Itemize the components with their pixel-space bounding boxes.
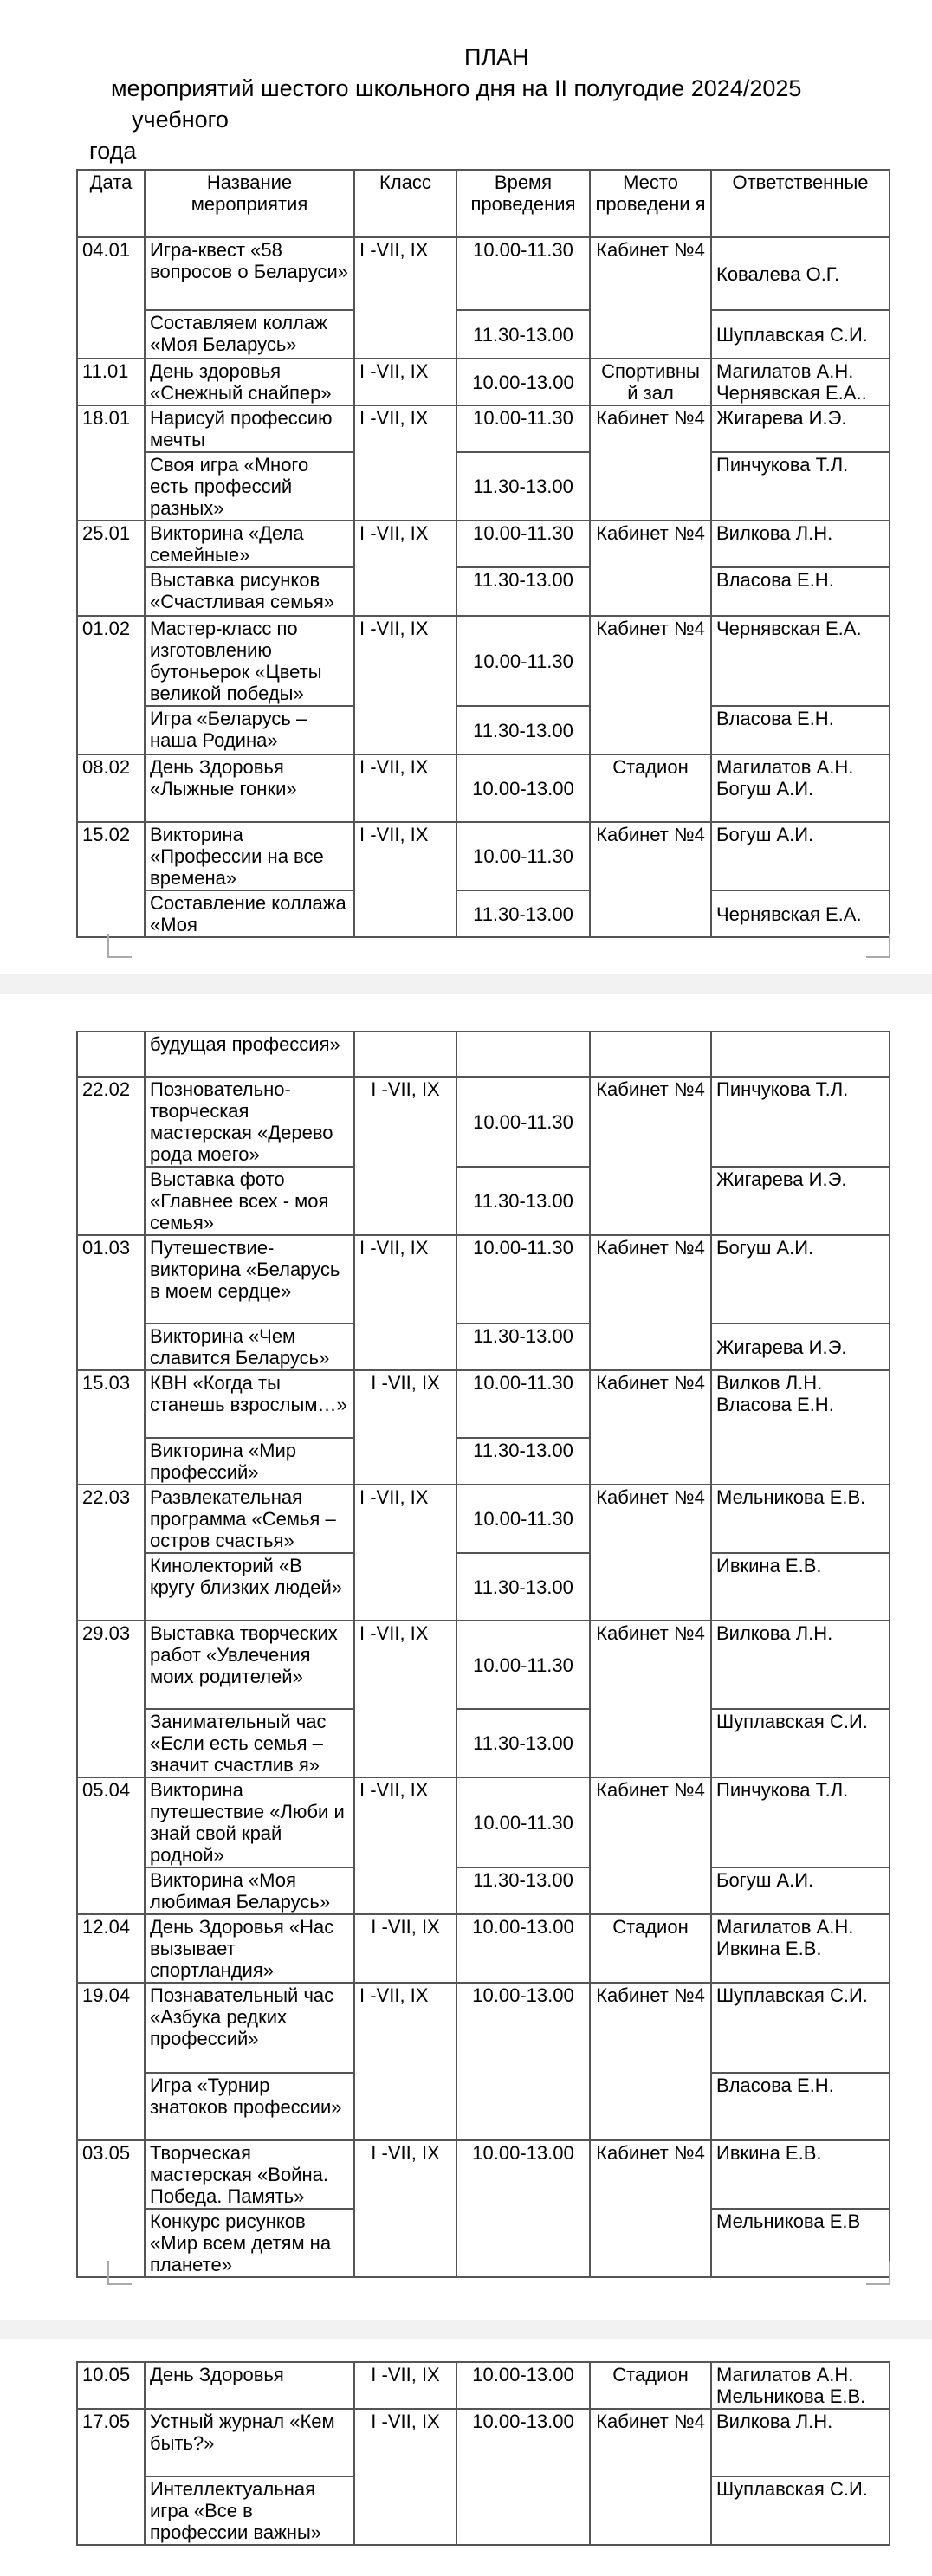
responsible-cell: Ковалева О.Г. (711, 237, 890, 310)
event-name-cell: Мастер-класс по изготовлению бутоньерок «Цветы великой победы» (145, 616, 354, 706)
place-cell: Кабинет №4 (590, 1077, 711, 1235)
table-row (77, 452, 890, 521)
grade-cell: I -VII, IX (354, 405, 456, 521)
responsible-cell: Жигарева И.Э. (711, 1324, 890, 1370)
grade-cell: I -VII, IX (354, 754, 456, 822)
responsible-cell: Шуплавская С.И. (711, 2476, 890, 2545)
responsible-cell: Магилатов А.Н. Мельникова Е.В. (711, 2362, 890, 2409)
time-cell: 10.00-11.30 (456, 405, 590, 452)
grade-cell: I -VII, IX (354, 1983, 456, 2140)
time-cell: 11.30-13.00 (456, 1867, 590, 1914)
table-row (77, 1032, 890, 1077)
event-name-cell: Выставка фото «Главнее всех - моя семья» (145, 1167, 354, 1235)
event-name-cell: Интеллектуальная игра «Все в профессии важны» (145, 2476, 354, 2545)
time-cell: 10.00-13.00 (456, 359, 590, 405)
table-row (77, 1324, 890, 1370)
responsible-cell: Магилатов А.Н. Богуш А.И. (711, 754, 890, 822)
table-row (77, 1485, 890, 1553)
table-row (77, 1621, 890, 1709)
place-cell: Кабинет №4 (590, 2409, 711, 2545)
time-cell: 10.00-11.30 (456, 822, 590, 890)
event-name-cell: Игра «Беларусь – наша Родина» (145, 706, 354, 754)
time-cell: 10.00-11.30 (456, 1621, 590, 1709)
event-name-cell: Викторина «Профессии на все времена» (145, 822, 354, 890)
page-corner-mark (866, 2261, 890, 2285)
responsible-cell: Вилкова Л.Н. (711, 521, 890, 567)
table-row (77, 1235, 890, 1324)
table-row (77, 310, 890, 359)
date-cell: 01.03 (77, 1235, 145, 1370)
table-row (77, 1370, 890, 1438)
place-cell: Кабинет №4 (590, 2140, 711, 2277)
responsible-cell: Вилков Л.Н. Власова Е.Н. (711, 1370, 890, 1485)
responsible-cell: Пинчукова Т.Л. (711, 452, 890, 521)
event-name-cell: Нарисуй профессию мечты (145, 405, 354, 452)
grade-cell: I -VII, IX (354, 1077, 456, 1235)
event-name-cell: День Здоровья (145, 2362, 354, 2409)
date-cell: 18.01 (77, 405, 145, 521)
time-cell: 10.00-11.30 (456, 1077, 590, 1167)
responsible-cell: Ивкина Е.В. (711, 1553, 890, 1621)
event-name-cell: Игра-квест «58 вопросов о Беларуси» (145, 237, 354, 310)
grade-cell (354, 1032, 456, 1077)
event-name-cell: Позновательно-творческая мастерская «Дерево рода моего» (145, 1077, 354, 1167)
event-name-cell: Творческая мастерская «Война. Победа. Память» (145, 2140, 354, 2209)
event-name-cell: День Здоровья «Лыжные гонки» (145, 754, 354, 822)
table-row (77, 2140, 890, 2209)
place-cell: Кабинет №4 (590, 822, 711, 937)
date-cell: 19.04 (77, 1983, 145, 2140)
place-cell: Кабинет №4 (590, 237, 711, 359)
responsible-cell: Вилкова Л.Н. (711, 1621, 890, 1709)
event-name-cell: Развлекательная программа «Семья – остров счастья» (145, 1485, 354, 1553)
responsible-cell: Власова Е.Н. (711, 2073, 890, 2140)
event-name-cell: Составление коллажа «Моя (145, 890, 354, 937)
time-cell: 10.00-11.30 (456, 1485, 590, 1553)
time-cell: 11.30-13.00 (456, 1438, 590, 1485)
responsible-cell: Жигарева И.Э. (711, 1167, 890, 1235)
table-row (77, 2409, 890, 2476)
time-cell: 11.30-13.00 (456, 1553, 590, 1621)
document-subtitle-line1: мероприятий шестого школьного дня на II полугодие 2024/2025 (111, 75, 802, 101)
date-cell: 04.01 (77, 237, 145, 359)
plan-table-continued-2 (76, 2361, 890, 2546)
event-name-cell: Своя игра «Много есть профессий разных» (145, 452, 354, 521)
grade-cell: I -VII, IX (354, 1235, 456, 1370)
event-name-cell: Занимательный час «Если есть семья – значит счастлив я» (145, 1709, 354, 1777)
time-cell: 10.00-11.30 (456, 237, 590, 310)
grade-cell: I -VII, IX (354, 2362, 456, 2409)
event-name-cell: Викторина путешествие «Люби и знай свой край родной» (145, 1777, 354, 1867)
responsible-cell: Жигарева И.Э. (711, 405, 890, 452)
table-row (77, 567, 890, 616)
date-cell: 11.01 (77, 359, 145, 405)
grade-cell: I -VII, IX (354, 359, 456, 405)
time-cell: 10.00-11.30 (456, 1777, 590, 1867)
grade-cell: I -VII, IX (354, 237, 456, 359)
time-cell: 10.00-13.00 (456, 1983, 590, 2140)
responsible-cell: Шуплавская С.И. (711, 1983, 890, 2073)
responsible-cell: Богуш А.И. (711, 822, 890, 890)
time-cell (456, 1032, 590, 1077)
place-cell: Кабинет №4 (590, 1983, 711, 2140)
table-row (77, 822, 890, 890)
event-name-cell: будущая профессия» (145, 1032, 354, 1077)
time-cell: 10.00-13.00 (456, 1914, 590, 1983)
table-row (77, 2362, 890, 2409)
date-cell (77, 1032, 145, 1077)
time-cell: 11.30-13.00 (456, 890, 590, 937)
responsible-cell: Магилатов А.Н. Ивкина Е.В. (711, 1914, 890, 1983)
grade-cell: I -VII, IX (354, 1914, 456, 1983)
responsible-cell: Чернявская Е.А. (711, 616, 890, 706)
plan-table-continued (76, 1031, 890, 2278)
responsible-cell: Чернявская Е.А. (711, 890, 890, 937)
responsible-cell: Вилкова Л.Н. (711, 2409, 890, 2476)
date-cell: 01.02 (77, 616, 145, 754)
responsible-cell: Магилатов А.Н. Чернявская Е.А.. (711, 359, 890, 405)
date-cell: 10.05 (77, 2362, 145, 2409)
time-cell: 11.30-13.00 (456, 1167, 590, 1235)
table-row (77, 405, 890, 452)
event-name-cell: Игра «Турнир знатоков профессии» (145, 2073, 354, 2140)
event-name-cell: Конкурс рисунков «Мир всем детям на планете» (145, 2209, 354, 2277)
table-header-row (77, 170, 890, 237)
date-cell: 15.03 (77, 1370, 145, 1485)
event-name-cell: Путешествие-викторина «Беларусь в моем сердце» (145, 1235, 354, 1324)
place-cell: Стадион (590, 754, 711, 822)
column-header-time: Время проведения (456, 170, 590, 237)
event-name-cell: Составляем коллаж «Моя Беларусь» (145, 310, 354, 359)
table-row (77, 1553, 890, 1621)
column-header-place: Место проведени я (590, 170, 711, 237)
event-name-cell: КВН «Когда ты станешь взрослым…» (145, 1370, 354, 1438)
table-row (77, 1983, 890, 2073)
column-header-date: Дата (77, 170, 145, 237)
table-row (77, 237, 890, 310)
event-name-cell: Викторина «Чем славится Беларусь» (145, 1324, 354, 1370)
time-cell: 10.00-11.30 (456, 1235, 590, 1324)
table-row (77, 1709, 890, 1777)
column-header-grade: Класс (354, 170, 456, 237)
event-name-cell: Выставка рисунков «Счастливая семья» (145, 567, 354, 616)
event-name-cell: Викторина «Моя любимая Беларусь» (145, 1867, 354, 1914)
place-cell: Кабинет №4 (590, 1777, 711, 1914)
responsible-cell: Власова Е.Н. (711, 706, 890, 754)
place-cell: Кабинет №4 (590, 1485, 711, 1621)
responsible-cell: Шуплавская С.И. (711, 310, 890, 359)
page-1 (0, 0, 932, 974)
date-cell: 17.05 (77, 2409, 145, 2545)
grade-cell: I -VII, IX (354, 1485, 456, 1621)
column-header-responsible: Ответственные (711, 170, 890, 237)
plan-table (76, 169, 890, 938)
responsible-cell: Ивкина Е.В. (711, 2140, 890, 2209)
responsible-cell: Пинчукова Т.Л. (711, 1777, 890, 1867)
event-name-cell: День здоровья «Снежный снайпер» (145, 359, 354, 405)
place-cell (590, 1032, 711, 1077)
table-row (77, 1777, 890, 1867)
event-name-cell: Устный журнал «Кем быть?» (145, 2409, 354, 2476)
time-cell: 10.00-13.00 (456, 2409, 590, 2545)
date-cell: 12.04 (77, 1914, 145, 1983)
date-cell: 22.02 (77, 1077, 145, 1235)
responsible-cell: Богуш А.И. (711, 1867, 890, 1914)
table-row (77, 1167, 890, 1235)
event-name-cell: Викторина «Мир профессий» (145, 1438, 354, 1485)
responsible-cell: Власова Е.Н. (711, 567, 890, 616)
grade-cell: I -VII, IX (354, 822, 456, 937)
table-row (77, 754, 890, 822)
time-cell: 11.30-13.00 (456, 706, 590, 754)
time-cell: 11.30-13.00 (456, 567, 590, 616)
grade-cell: I -VII, IX (354, 1777, 456, 1914)
page-corner-mark (107, 2261, 132, 2285)
place-cell: Кабинет №4 (590, 405, 711, 521)
table-row (77, 1077, 890, 1167)
time-cell: 11.30-13.00 (456, 1709, 590, 1777)
table-row (77, 1867, 890, 1914)
page-corner-mark (107, 934, 132, 958)
column-header-name: Название мероприятия (145, 170, 354, 237)
time-cell: 10.00-11.30 (456, 616, 590, 706)
date-cell: 29.03 (77, 1621, 145, 1777)
document-subtitle-line3: года (89, 138, 137, 164)
table-row (77, 890, 890, 937)
document-subtitle-line2: учебного (132, 107, 229, 133)
grade-cell: I -VII, IX (354, 1370, 456, 1485)
time-cell: 11.30-13.00 (456, 1324, 590, 1370)
time-cell: 10.00-11.30 (456, 521, 590, 567)
place-cell: Кабинет №4 (590, 616, 711, 754)
grade-cell: I -VII, IX (354, 616, 456, 754)
date-cell: 03.05 (77, 2140, 145, 2277)
place-cell: Кабинет №4 (590, 1370, 711, 1485)
event-name-cell: Познавательный час «Азбука редких профессий» (145, 1983, 354, 2073)
page-corner-mark (866, 934, 890, 958)
page-2 (0, 994, 932, 2320)
time-cell: 10.00-13.00 (456, 2140, 590, 2277)
responsible-cell: Мельникова Е.В (711, 2209, 890, 2277)
event-name-cell: Викторина «Дела семейные» (145, 521, 354, 567)
date-cell: 25.01 (77, 521, 145, 616)
date-cell: 22.03 (77, 1485, 145, 1621)
date-cell: 15.02 (77, 822, 145, 937)
place-cell: Кабинет №4 (590, 521, 711, 616)
place-cell: Спортивны й зал (590, 359, 711, 405)
grade-cell: I -VII, IX (354, 521, 456, 616)
time-cell: 11.30-13.00 (456, 452, 590, 521)
responsible-cell: Богуш А.И. (711, 1235, 890, 1324)
table-row (77, 359, 890, 405)
table-row (77, 1914, 890, 1983)
responsible-cell: Мельникова Е.В. (711, 1485, 890, 1553)
responsible-cell: Пинчукова Т.Л. (711, 1077, 890, 1167)
time-cell: 10.00-13.00 (456, 754, 590, 822)
event-name-cell: День Здоровья «Нас вызывает спортландия» (145, 1914, 354, 1983)
grade-cell: I -VII, IX (354, 2409, 456, 2545)
responsible-cell (711, 1032, 890, 1077)
document-title: ПЛАН (464, 44, 529, 70)
event-name-cell: Выставка творческих работ «Увлечения моих родителей» (145, 1621, 354, 1709)
page-3 (0, 2339, 932, 2576)
place-cell: Стадион (590, 1914, 711, 1983)
grade-cell: I -VII, IX (354, 2140, 456, 2277)
time-cell: 10.00-11.30 (456, 1370, 590, 1438)
grade-cell: I -VII, IX (354, 1621, 456, 1777)
date-cell: 08.02 (77, 754, 145, 822)
time-cell: 10.00-13.00 (456, 2362, 590, 2409)
table-row (77, 706, 890, 754)
place-cell: Стадион (590, 2362, 711, 2409)
date-cell: 05.04 (77, 1777, 145, 1914)
table-row (77, 521, 890, 567)
place-cell: Кабинет №4 (590, 1235, 711, 1370)
event-name-cell: Кинолекторий «В кругу близких людей» (145, 1553, 354, 1621)
table-row (77, 616, 890, 706)
time-cell: 11.30-13.00 (456, 310, 590, 359)
responsible-cell: Шуплавская С.И. (711, 1709, 890, 1777)
place-cell: Кабинет №4 (590, 1621, 711, 1777)
